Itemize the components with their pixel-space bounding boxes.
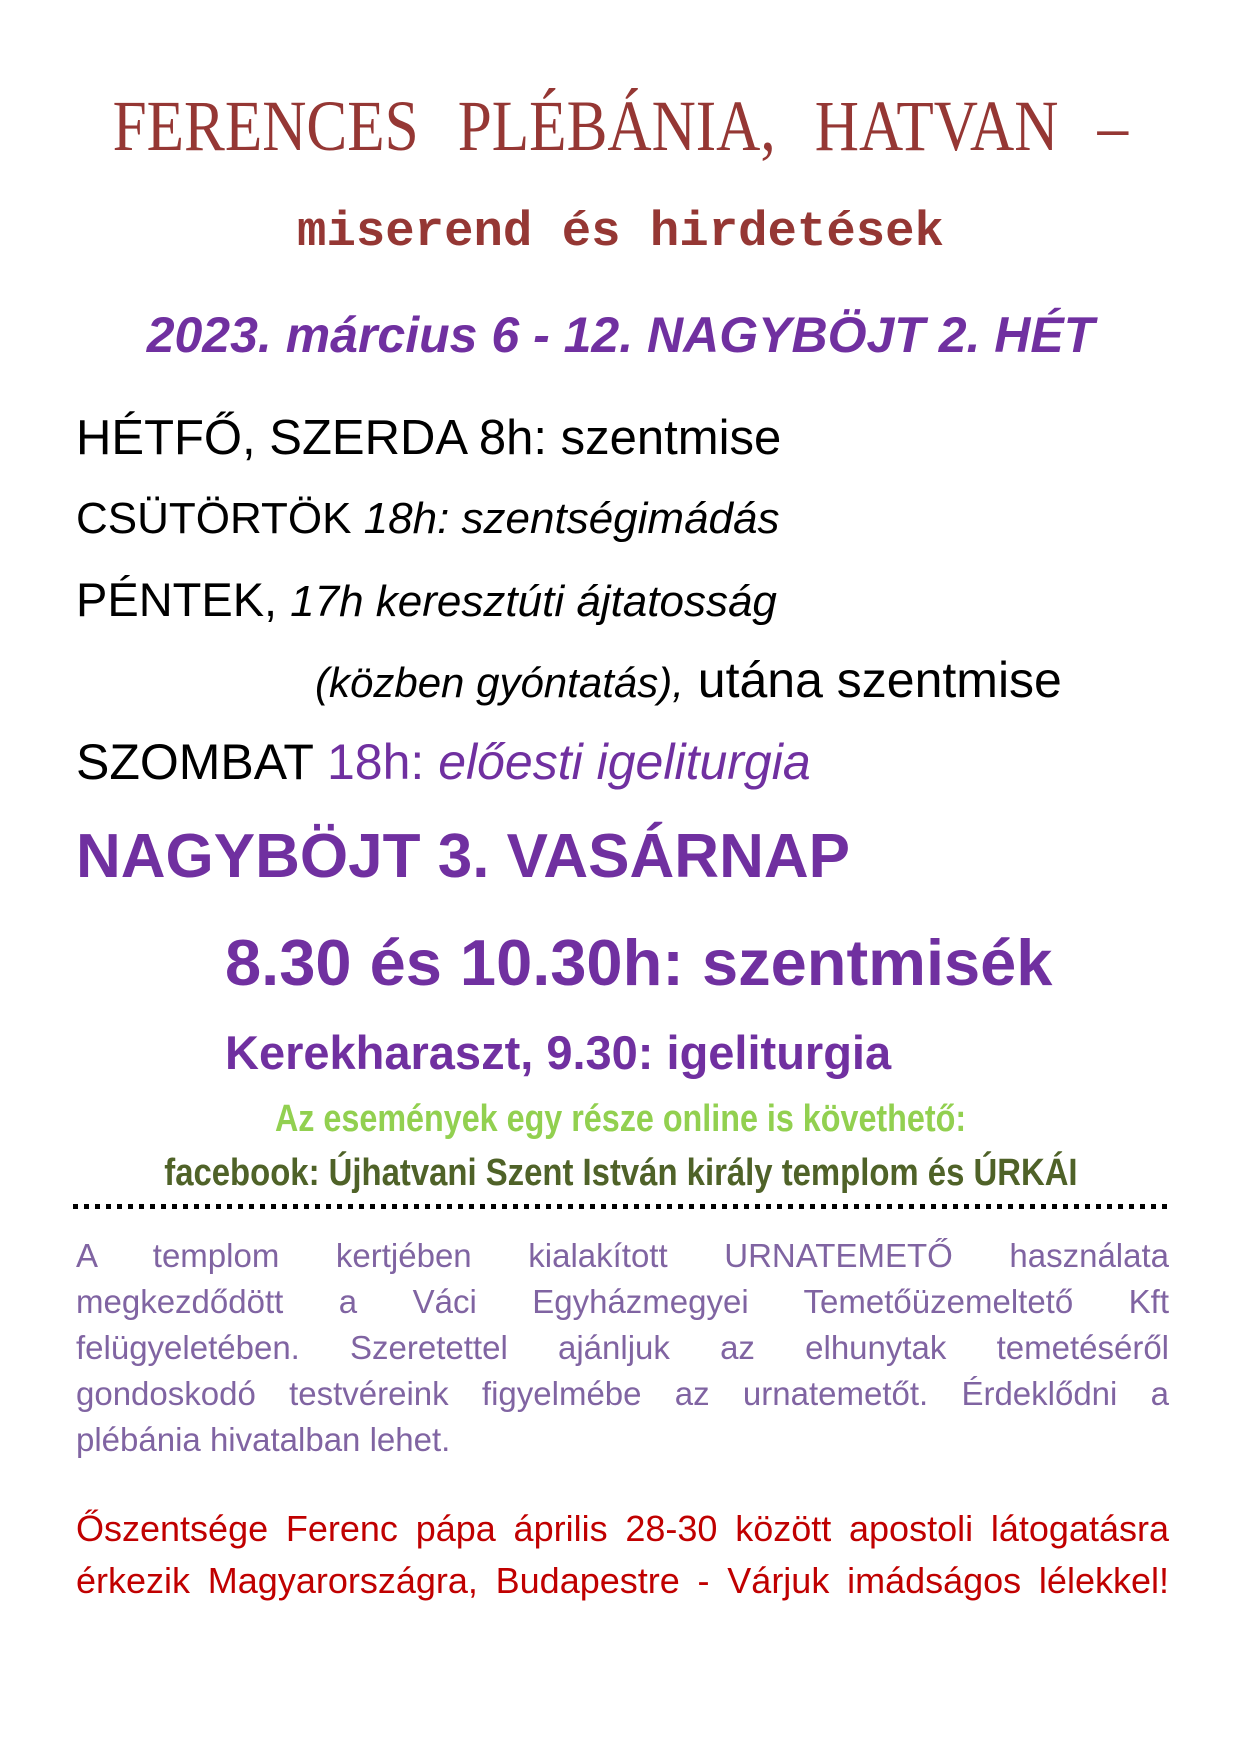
announcement-line: gondoskodó testvéreink figyelmébe az urnatemetőt. Érdeklődni a bbox=[76, 1375, 1169, 1412]
saturday-day: SZOMBAT bbox=[76, 734, 314, 790]
schedule-saturday bbox=[76, 733, 811, 791]
page-subtitle: miserend és hirdetések bbox=[297, 204, 944, 260]
facebook-info bbox=[0, 1150, 1241, 1196]
friday-event: 17h keresztúti ájtatosság bbox=[290, 577, 777, 626]
schedule-friday bbox=[76, 572, 777, 630]
week-heading: 2023. március 6 - 12. NAGYBÖJT 2. HÉT bbox=[146, 307, 1095, 363]
announcement-line: A templom kertjében kialakított URNATEMETŐ használata bbox=[76, 1237, 1169, 1274]
schedule-monday-wednesday: HÉTFŐ, SZERDA 8h: szentmise bbox=[76, 411, 782, 465]
facebook-info-text: facebook: Újhatvani Szent István király templom és ÚRKÁI bbox=[163, 1152, 1078, 1194]
saturday-time: 18h: bbox=[326, 734, 425, 790]
online-notice bbox=[0, 1096, 1241, 1142]
papal-visit-notice bbox=[76, 1503, 1169, 1607]
page-title-text: FERENCES PLÉBÁNIA, HATVAN – bbox=[112, 86, 1129, 166]
schedule-thursday bbox=[76, 493, 779, 545]
papal-visit-line: Őszentsége Ferenc pápa április 28-30 között apostoli látogatásra bbox=[76, 1508, 1169, 1549]
thursday-event: 18h: szentségimádás bbox=[363, 494, 780, 543]
announcement-line: plébánia hivatalban lehet. bbox=[76, 1421, 451, 1458]
schedule-friday-continued bbox=[315, 651, 1062, 712]
sunday-masses: 8.30 és 10.30h: szentmisék bbox=[225, 926, 1053, 999]
thursday-day: CSÜTÖRTÖK bbox=[76, 494, 352, 543]
online-notice-text: Az események egy része online is követhető: bbox=[274, 1098, 967, 1140]
announcement-line: megkezdődött a Váci Egyházmegyei Temetőüzemeltető Kft bbox=[76, 1283, 1169, 1320]
friday-after: utána szentmise bbox=[697, 652, 1062, 708]
sunday-heading: NAGYBÖJT 3. VASÁRNAP bbox=[76, 822, 850, 891]
announcement-paragraph bbox=[76, 1233, 1169, 1463]
friday-note: (közben gyóntatás), bbox=[315, 659, 684, 706]
friday-day: PÉNTEK, bbox=[76, 573, 278, 626]
announcement-line: felügyeletében. Szeretettel ajánljuk az elhunytak temetéséről bbox=[76, 1329, 1169, 1366]
page-title bbox=[0, 86, 1241, 166]
saturday-event: előesti igeliturgia bbox=[438, 734, 811, 790]
dotted-divider bbox=[73, 1204, 1171, 1209]
kerekharaszt-service: Kerekharaszt, 9.30: igeliturgia bbox=[225, 1026, 892, 1079]
papal-visit-line: érkezik Magyarországra, Budapestre - Várjuk imádságos lélekkel! bbox=[76, 1560, 1169, 1601]
